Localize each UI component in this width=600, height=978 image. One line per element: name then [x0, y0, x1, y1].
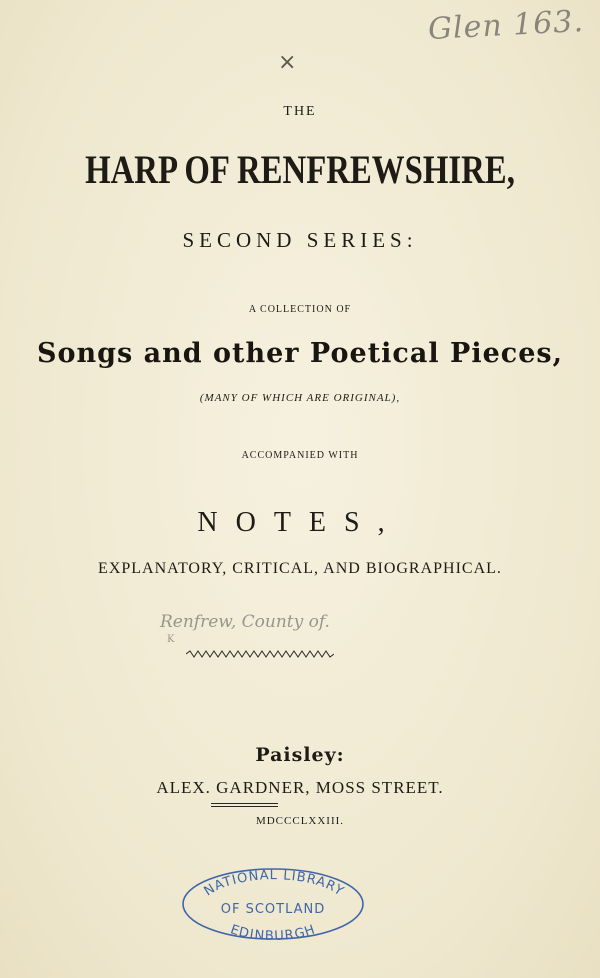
notes-description: EXPLANATORY, CRITICAL, AND BIOGRAPHICAL.	[98, 560, 502, 577]
title-article: THE	[283, 104, 317, 119]
notes-heading: NOTES,	[197, 507, 403, 538]
stamp-line-3: EDINBURGH	[228, 922, 318, 942]
svg-text:EDINBURGH	[228, 922, 317, 942]
stamp-line-2: OF SCOTLAND	[220, 902, 326, 917]
handwritten-shelfmark: Glen 163.	[427, 3, 585, 48]
pencil-annotation: Renfrew, County of.	[160, 612, 330, 632]
series-label: SECOND SERIES:	[182, 228, 418, 252]
imprint-rule	[211, 803, 278, 807]
collection-label: A COLLECTION OF	[248, 304, 352, 315]
imprint-year: MDCCCLXXIII.	[255, 815, 345, 827]
imprint-publisher: ALEX. GARDNER, MOSS STREET.	[156, 778, 444, 797]
subtitle: Songs and other Poetical Pieces,	[37, 338, 563, 369]
pencil-mark: K	[167, 634, 175, 645]
svg-text:NATIONAL LIBRARY	[202, 868, 347, 899]
pencil-cross-mark: ×	[278, 50, 297, 75]
book-title: HARP OF RENFREWSHIRE,	[85, 147, 515, 192]
library-stamp	[180, 866, 366, 942]
imprint-place: Paisley:	[255, 744, 345, 766]
stamp-line-1: NATIONAL LIBRARY	[201, 868, 347, 900]
accompanied-label: ACCOMPANIED WITH	[241, 450, 359, 461]
originality-note: (MANY OF WHICH ARE ORIGINAL),	[199, 392, 401, 404]
wavy-divider	[186, 650, 334, 658]
